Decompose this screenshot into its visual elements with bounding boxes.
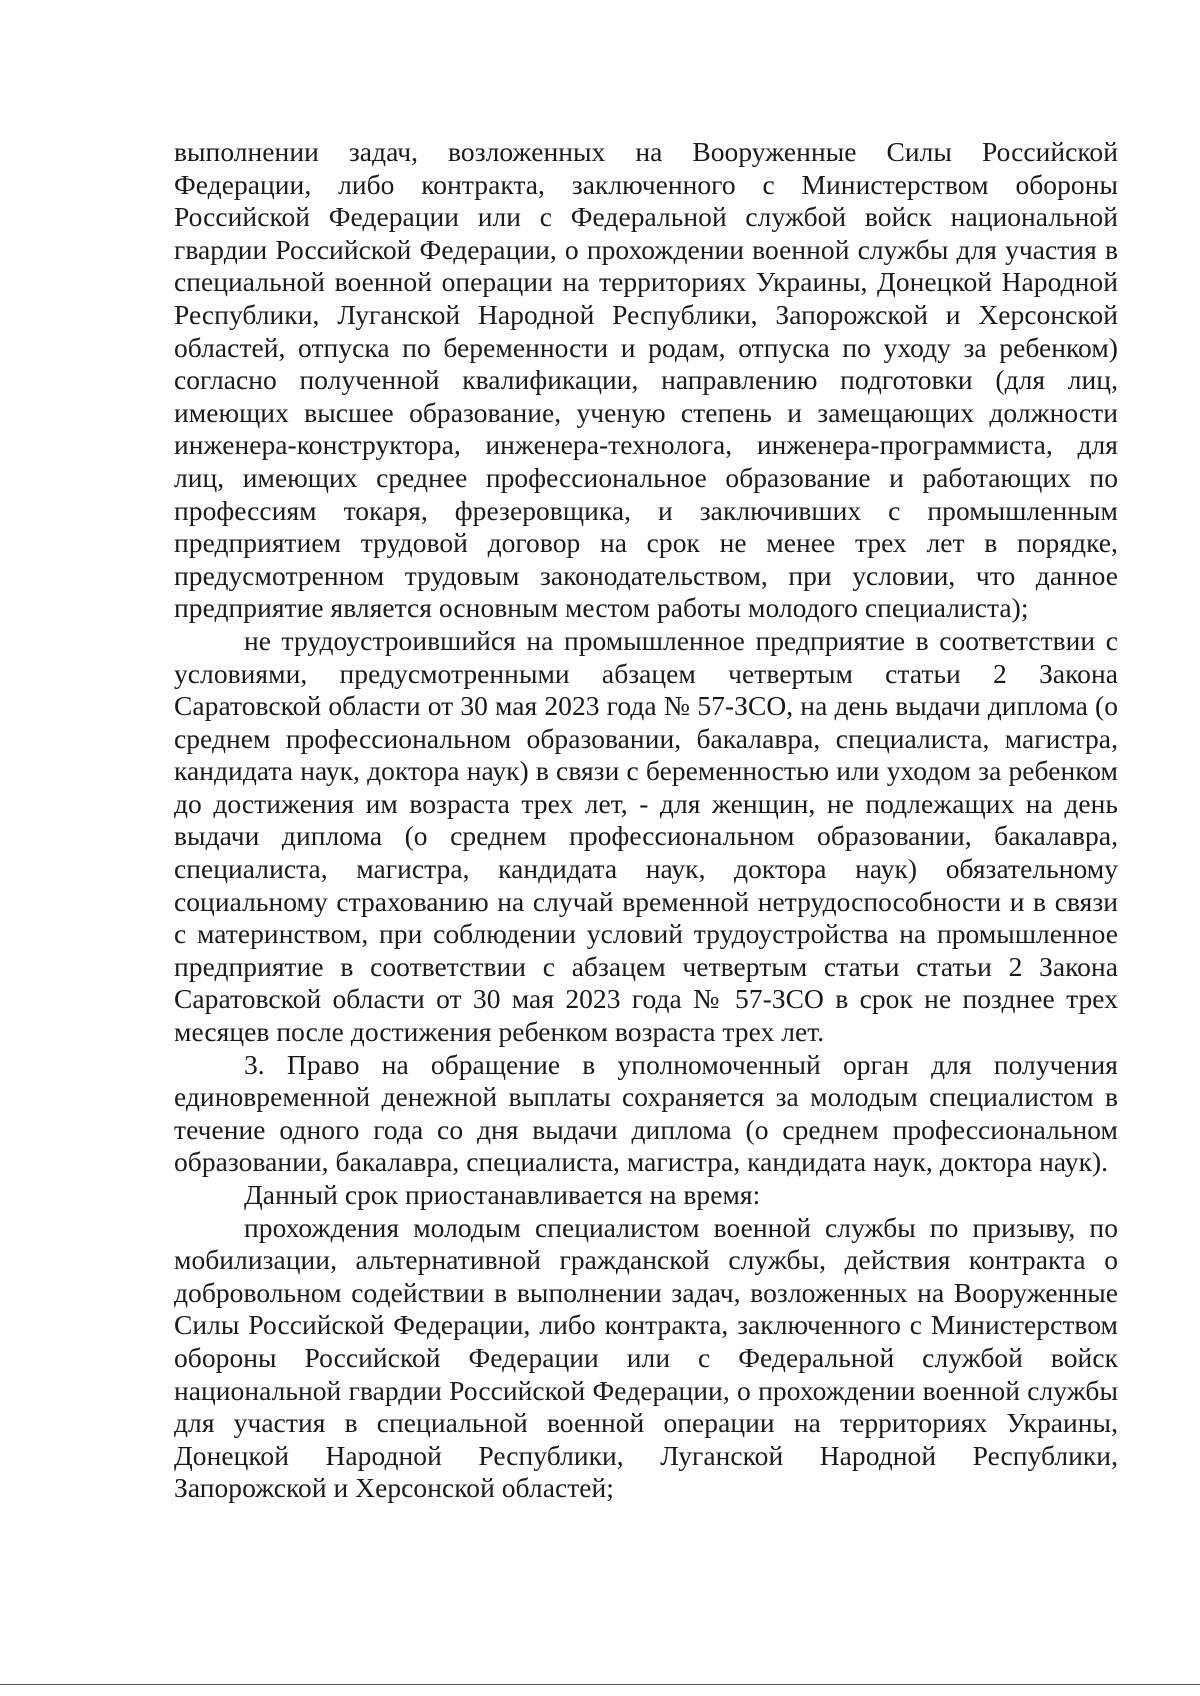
page-bottom-rule [0,1684,1200,1685]
paragraph-not-employed: не трудоустроившийся на промышленное предприятие в соответствии с условиями, предусмотренными абзацем четвертым статьи 2 Закона Саратовской области от 30 мая 2023 года № 57-ЗСО, на день выдачи диплома (о среднем профессиональном образовании, бакалавра, специалиста, магистра, кандидата наук, доктора наук) в связи с беременностью или уходом за ребенком до достижения им возраста трех лет, - для женщин, не подлежащих на день выдачи диплома (о среднем профессиональном образовании, бакалавра, специалиста, магистра, кандидата наук, доктора наук) обязательному социальному страхованию на случай временной нетрудоспособности и в связи с материнством, при соблюдении условий трудоустройства на промышленное предприятие в соответствии с абзацем четвертым статьи статьи 2 Закона Саратовской области от 30 мая 2023 года № 57-ЗСО в срок не позднее трех месяцев после достижения ребенком возраста трех лет. [174,624,1118,1048]
document-body [174,136,1118,1505]
paragraph-suspension-intro: Данный срок приостанавливается на время: [244,1179,761,1210]
paragraph-continuation: выполнении задач, возложенных на Вооруженные Силы Российской Федерации, либо контракта, заключенного с Министерством обороны Российской Федерации или с Федеральной службой войск национальной гвардии Российской Федерации, о прохождении военной службы для участия в специальной военной операции на территориях Украины, Донецкой Народной Республики, Луганской Народной Республики, Запорожской и Херсонской областей, отпуска по беременности и родам, отпуска по уходу за ребенком) согласно полученной квалификации, направлению подготовки (для лиц, имеющих высшее образование, ученую степень и замещающих должности инженера-конструктора, инженера-технолога, инженера-программиста, для лиц, имеющих среднее профессиональное образование и работающих по профессиям токаря, фрезеровщика, и заключивших с промышленным предприятием трудовой договор на срок не менее трех лет в порядке, предусмотренном трудовым законодательством, при условии, что данное предприятие является основным местом работы молодого специалиста); [174,136,1118,624]
paragraph-military-service: прохождения молодым специалистом военной службы по призыву, по мобилизации, альтернативной гражданской службы, действия контракта о добровольном содействии в выполнении задач, возложенных на Вооруженные Силы Российской Федерации, либо контракта, заключенного с Министерством обороны Российской Федерации или с Федеральной службой войск национальной гвардии Российской Федерации, о прохождении военной службы для участия в специальной военной операции на территориях Украины, Донецкой Народной Республики, Луганской Народной Республики, Запорожской и Херсонской областей; [174,1211,1118,1504]
paragraph-item-3: 3. Право на обращение в уполномоченный орган для получения единовременной денежной выплаты сохраняется за молодым специалистом в течение одного года со дня выдачи диплома (о среднем профессиональном образовании, бакалавра, специалиста, магистра, кандидата наук, доктора наук). [174,1048,1118,1178]
